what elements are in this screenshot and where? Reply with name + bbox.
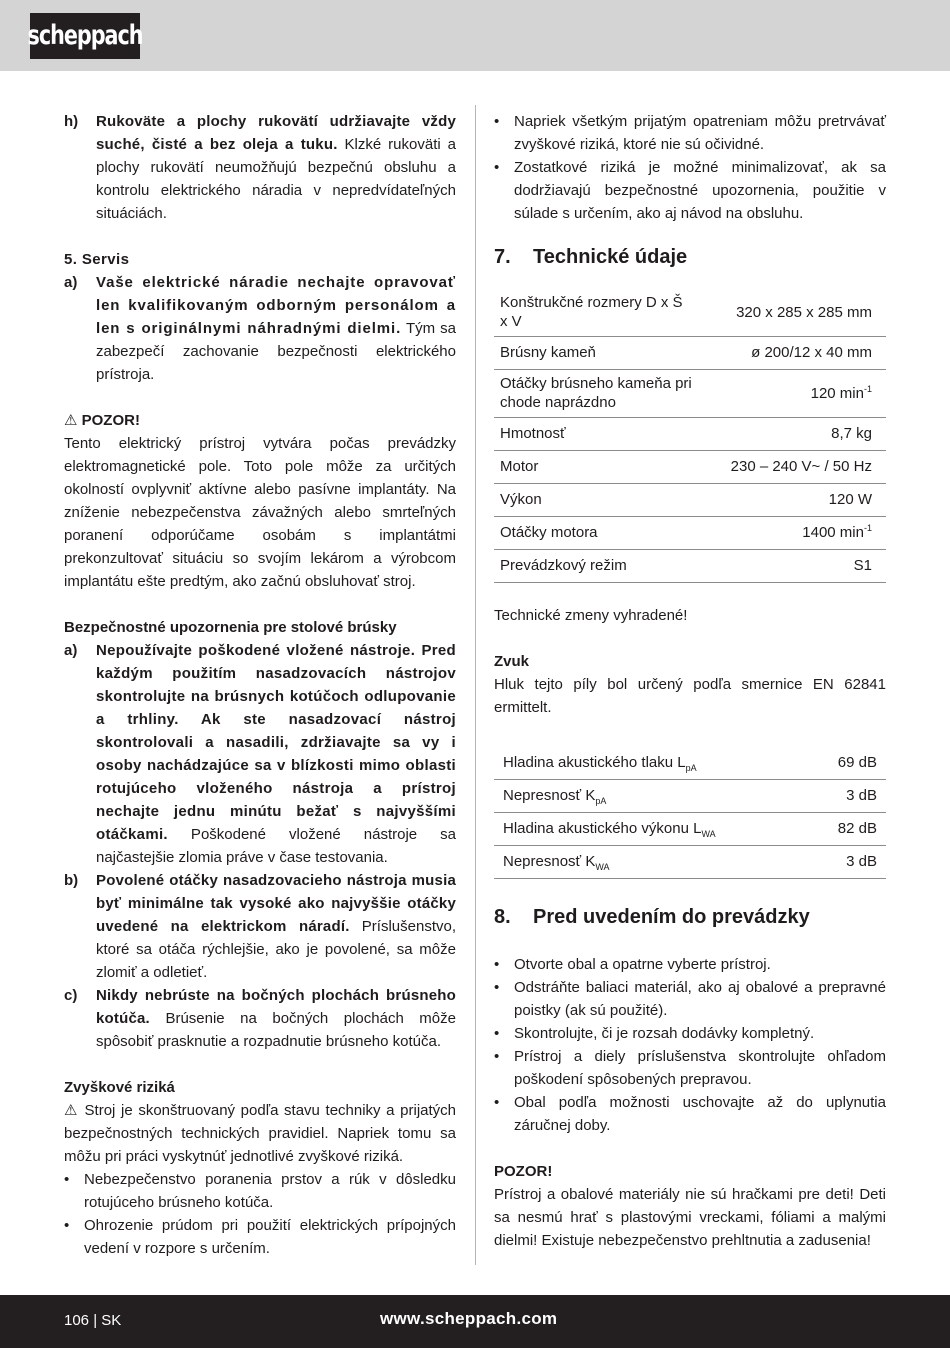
list-item-text: Napriek všetkým prijatým opatreniam môžu pretrvávať zvyškové riziká, ktoré nie sú očividné. — [514, 113, 886, 153]
noise-label-text: Nepresnosť K — [503, 787, 596, 804]
list-item — [494, 953, 886, 976]
bullet-icon: • — [494, 956, 500, 973]
page-number — [64, 1309, 121, 1332]
bullet-icon: • — [494, 159, 500, 176]
spec-label: Prevádzkový režim — [494, 550, 694, 583]
noise-label-sub: pA — [595, 796, 607, 806]
item-bold-text: Povolené otáčky nasadzovacieho nástroja musia byť minimálne tak vysoké ako najvyššie otáčky uvedené na elektrickom náradí. — [96, 872, 456, 935]
item-bold-text: Rukoväte a plochy rukovätí udržiavajte vždy suché, čisté a bez oleja a tuku. — [96, 113, 456, 153]
list-item — [494, 110, 886, 156]
list-item-text: Otvorte obal a opatrne vyberte prístroj. — [514, 956, 771, 973]
list-item-text: Zostatkové riziká je možné minimalizovať, ak sa dodržiavajú bezpečnostné upozornenia, použitie v súlade s určením, ako aj návod na obsluhu. — [514, 159, 886, 222]
bullet-icon: • — [494, 1025, 500, 1042]
noise-label — [494, 813, 806, 846]
section-8-heading — [494, 903, 886, 931]
table-row — [494, 418, 886, 451]
noise-label — [494, 780, 806, 813]
spec-value-text: 120 min — [810, 384, 864, 402]
item-marker: c) — [64, 987, 78, 1004]
table-row — [494, 747, 886, 780]
sound-paragraph: Hluk tejto píly bol určený podľa smernice EN 62841 ermittelt. — [494, 676, 886, 716]
list-item — [494, 156, 886, 225]
table-row — [494, 846, 886, 879]
section-title: Technické údaje — [533, 246, 688, 268]
table-row — [494, 780, 886, 813]
spec-value-sup: -1 — [863, 383, 872, 394]
list-item-text: Nebezpečenstvo poranenia prstov a rúk v dôsledku rotujúceho brúsneho kotúča. — [84, 1171, 456, 1211]
list-item — [494, 1091, 886, 1137]
table-row — [494, 517, 886, 550]
item-marker: a) — [64, 642, 78, 659]
table-row — [494, 550, 886, 583]
bullet-icon: • — [64, 1171, 70, 1188]
item-bold-text: Nikdy nebrúste na bočných plochách brúsneho kotúča. — [96, 987, 456, 1027]
right-column — [494, 110, 886, 1252]
section-title: Pred uvedením do prevádzky — [533, 906, 810, 928]
noise-table — [494, 747, 886, 879]
safety-item-a — [64, 639, 456, 869]
servis-heading: 5. Servis — [64, 251, 130, 268]
item-text: Brúsenie na bočných plochách môže spôsobiť prasknutie a rozpadnutie brúsneho kotúča. — [96, 1010, 456, 1050]
table-row — [494, 337, 886, 370]
safety-item-c — [64, 984, 456, 1053]
pozor-title: POZOR! — [81, 412, 140, 429]
noise-label-sub: WA — [595, 862, 610, 872]
list-item — [494, 1022, 886, 1045]
noise-value: 3 dB — [806, 846, 886, 879]
spec-label: Otáčky motora — [494, 517, 694, 550]
noise-label-sub: WA — [701, 829, 716, 839]
noise-label-sub: pA — [685, 763, 697, 773]
sound-heading: Zvuk — [494, 653, 530, 670]
list-item — [494, 1045, 886, 1091]
spec-value: ø 200/12 x 40 mm — [694, 337, 886, 370]
list-item — [64, 1214, 456, 1260]
item-h — [64, 110, 456, 225]
noise-label-text: Hladina akustického výkonu L — [503, 820, 702, 837]
tech-note: Technické zmeny vyhradené! — [494, 607, 688, 624]
list-item-text: Ohrozenie prúdom pri použití elektrických prípojných vedení v rozpore s určením. — [84, 1217, 456, 1257]
table-row — [494, 370, 886, 418]
bullet-icon: • — [64, 1217, 70, 1234]
spec-value: 120 W — [694, 484, 886, 517]
item-text: Klzké rukoväti a plochy rukovätí neumožňujú bezpečnú obsluhu a kontrolu elektrického náradia v nepredvídateľných situáciách. — [96, 136, 456, 222]
noise-value: 3 dB — [806, 780, 886, 813]
residual-heading: Zvyškové riziká — [64, 1079, 175, 1096]
table-row — [494, 813, 886, 846]
spec-label: Hmotnosť — [494, 418, 694, 451]
spec-label: Brúsny kameň — [494, 337, 694, 370]
safety-heading: Bezpečnostné upozornenia pre stolové brúsky — [64, 619, 397, 636]
noise-label-text: Nepresnosť K — [503, 853, 596, 870]
servis-item-a — [64, 271, 456, 386]
safety-item-b — [64, 869, 456, 984]
item-text: Príslušenstvo, ktoré sa otáča rýchlejšie, ako je povolené, sa môže zlomiť a odletieť. — [96, 918, 456, 981]
bullet-icon: • — [494, 979, 500, 996]
spec-value-sup: -1 — [863, 523, 872, 533]
noise-label-text: Hladina akustického tlaku L — [503, 754, 686, 771]
warning-icon: ⚠ — [64, 412, 78, 429]
spec-label: Konštrukčné rozmery D x Š x V — [494, 289, 694, 337]
section-number: 8. — [494, 906, 511, 928]
item-bold-text: Nepoužívajte poškodené vložené nástroje. Pred každým použitím nasadzovacích nástrojov skontrolujte na brúsnych kotúčoch odlupovanie a trhliny. Ak ste nasadzovací nástroj skontrolovali a nasadili, zdržiavajte sa vy i osoby nachádzajúce sa v blízkosti mimo oblasti rotujúceho vloženého nástroja a prístroj nechajte jednu minútu bežať s najvyššími otáčkami. — [96, 642, 456, 843]
page-number-value: 106 — [64, 1312, 90, 1329]
list-item-text: Odstráňte baliaci materiál, ako aj obalové a prepravné poistky (ak sú použité). — [514, 979, 886, 1019]
list-item — [494, 976, 886, 1022]
item-marker: h) — [64, 113, 79, 130]
spec-label: Otáčky brúsneho kameňa pri chode naprázdno — [494, 370, 694, 418]
noise-value: 69 dB — [806, 747, 886, 780]
page-header — [0, 0, 950, 71]
spec-value: S1 — [694, 550, 886, 583]
list-item-text: Obal podľa možnosti uschovajte až do uplynutia záručnej doby. — [514, 1094, 886, 1134]
list-item-text: Prístroj a diely príslušenstva skontrolujte ohľadom poškodení spôsobených prepravou. — [514, 1048, 886, 1088]
left-column — [64, 110, 456, 1260]
item-marker: b) — [64, 872, 79, 889]
section-number: 7. — [494, 246, 511, 268]
tech-specs-table — [494, 289, 886, 583]
column-divider — [475, 105, 476, 1265]
page-footer — [0, 1295, 950, 1348]
spec-value — [694, 370, 886, 418]
spec-value-text: 1400 min — [802, 524, 864, 541]
list-item-text: Skontrolujte, či je rozsah dodávky kompletný. — [514, 1025, 815, 1042]
item-text: Poškodené vložené nástroje sa najčastejšie zlomia práve v čase testovania. — [96, 826, 456, 866]
language-code: SK — [101, 1312, 122, 1329]
pozor-paragraph: Tento elektrický prístroj vytvára počas prevádzky elektromagnetické pole. Toto pole môže za určitých okolností ovplyvniť aktívne alebo pasívne implantáty. Na zníženie nebezpečenstva závažných alebo smrteľných poranení odporúčame osobám s implantátmi prekonzultovať situáciu so svojím lekárom a výrobcom implantátu ešte predtým, ako začnú obsluhovať stroj. — [64, 435, 456, 590]
spec-value: 320 x 285 x 285 mm — [694, 289, 886, 337]
list-item — [64, 1168, 456, 1214]
website-link[interactable]: www.scheppach.com — [380, 1309, 558, 1328]
warning-icon: ⚠ — [64, 1102, 79, 1119]
section-7-heading — [494, 243, 886, 271]
item-bold-text: Vaše elektrické náradie nechajte opravovať len kvalifikovaným odborným personálom a len s originálnymi náhradnými dielmi. — [96, 274, 456, 337]
table-row — [494, 289, 886, 337]
noise-label — [494, 747, 806, 780]
bullet-icon: • — [494, 113, 500, 130]
table-row — [494, 484, 886, 517]
table-row — [494, 451, 886, 484]
pozor-paragraph: Prístroj a obalové materiály nie sú hračkami pre deti! Deti sa nesmú hrať s plastovými vreckami, fóliami a malými dielmi! Existuje nebezpečenstvo prehltnutia a zadusenia! — [494, 1186, 886, 1249]
bullet-icon: • — [494, 1048, 500, 1065]
residual-paragraph — [64, 1099, 456, 1168]
spec-value: 230 – 240 V~ / 50 Hz — [694, 451, 886, 484]
spec-value — [694, 517, 886, 550]
scheppach-logo: scheppach — [30, 13, 140, 59]
spec-label: Motor — [494, 451, 694, 484]
noise-label — [494, 846, 806, 879]
spec-label: Výkon — [494, 484, 694, 517]
pozor-heading: POZOR! — [494, 1163, 553, 1180]
page-separator: | — [93, 1312, 98, 1329]
bullet-icon: • — [494, 1094, 500, 1111]
noise-value: 82 dB — [806, 813, 886, 846]
item-marker: a) — [64, 274, 78, 291]
spec-value: 8,7 kg — [694, 418, 886, 451]
item-text: Tým sa zabezpečí zachovanie bezpečnosti elektrického prístroja. — [96, 320, 456, 383]
residual-text: Stroj je skonštruovaný podľa stavu techniky a prijatých bezpečnostných technických pravidiel. Napriek tomu sa môžu pri práci vyskytnúť jednotlivé zvyškové riziká. — [64, 1102, 457, 1165]
pozor-heading — [64, 409, 456, 432]
